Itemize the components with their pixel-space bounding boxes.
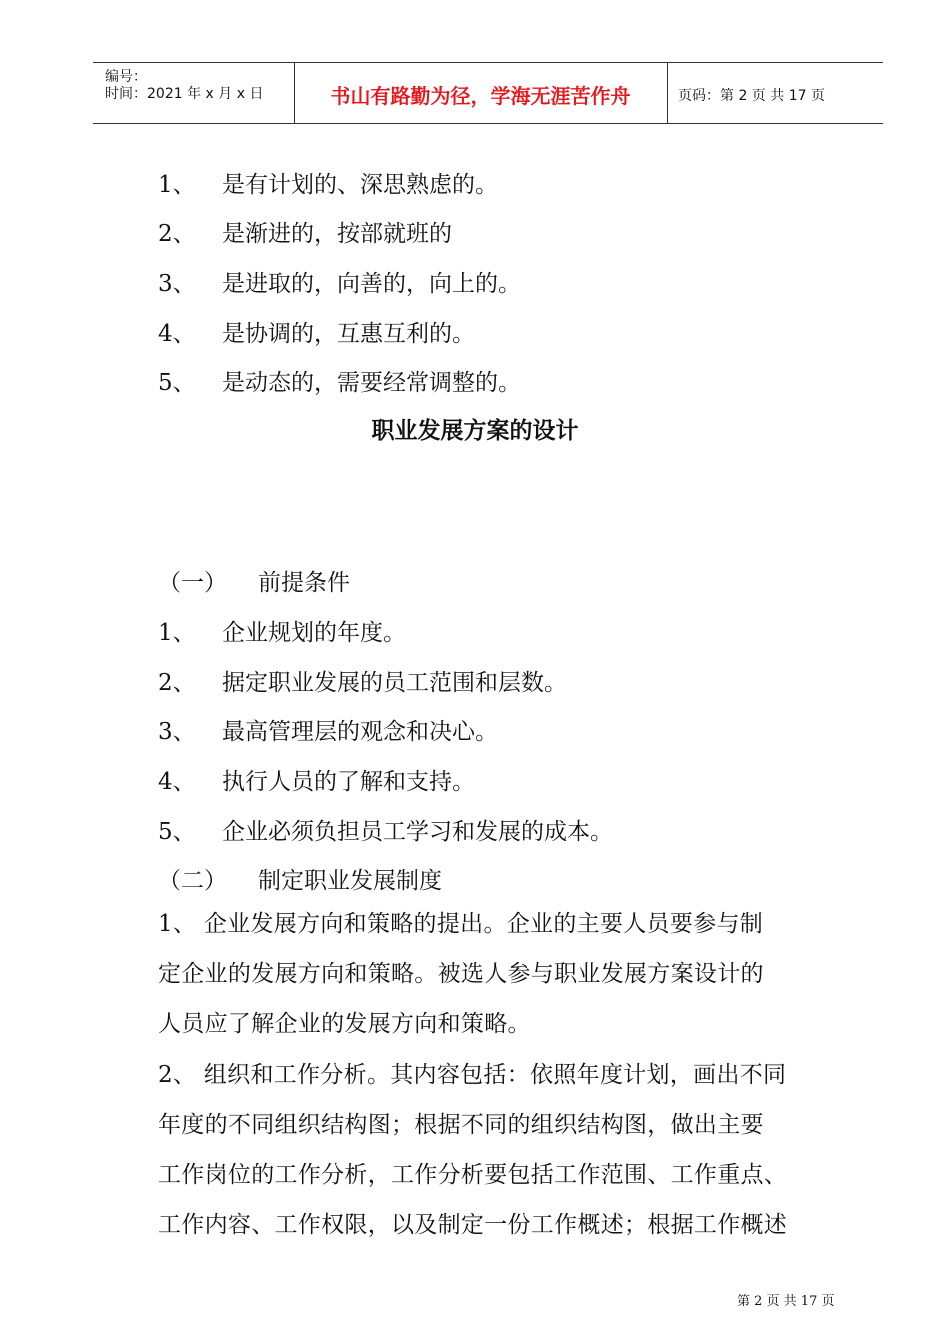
list-number: 2、 [158,670,196,696]
list-number: 4、 [158,321,196,347]
list-text: 是动态的，需要经常调整的。 [222,370,521,396]
paragraph-line: 年度的不同组织结构图；根据不同的组织结构图，做出主要 [158,1112,764,1138]
list-item [158,315,475,348]
page-header [93,62,883,124]
part-label: （一） [158,570,227,596]
number-label: 编号： [105,69,147,85]
list-number: 1、 [158,172,196,198]
list-number: 2、 [158,221,196,247]
part-label: （二） [158,868,227,894]
page-code: 页码：第 2 页 共 17 页 [678,88,825,104]
list-item [158,364,521,397]
list-number: 4、 [158,769,196,795]
list-text: 是渐进的，按部就班的 [222,221,452,247]
list-item [158,614,406,647]
page-footer: 第 2 页 共 17 页 [737,1294,835,1309]
time-label: 时间：2021 年 x 月 x 日 [105,86,264,102]
paragraph-line: 工作内容、工作权限，以及制定一份工作概述；根据工作概述 [158,1212,788,1238]
list-text: 企业必须负担员工学习和发展的成本。 [222,819,613,845]
list-item [158,215,452,248]
header-page-cell [668,63,883,123]
paragraph-line: 1、 企业发展方向和策略的提出。企业的主要人员要参与制 [158,911,764,937]
paragraph-line: 工作岗位的工作分析，工作分析要包括工作范围、工作重点、 [158,1162,788,1188]
list-item [158,763,475,796]
list-text: 是有计划的、深思熟虑的。 [222,172,498,198]
list-text: 是进取的，向善的，向上的。 [222,271,521,297]
motto: 书山有路勤为径，学海无涯苦作舟 [330,84,631,108]
paragraph-line: 定企业的发展方向和策略。被选人参与职业发展方案设计的 [158,961,764,987]
list-item [158,813,613,846]
header-info-cell [93,63,295,123]
list-item [158,713,498,746]
list-number: 1、 [158,620,196,646]
paragraph-line: 2、 组织和工作分析。其内容包括：依照年度计划，画出不同 [158,1062,787,1088]
list-number: 5、 [158,819,196,845]
list-number: 3、 [158,719,196,745]
part-title: 制定职业发展制度 [258,868,442,894]
list-item [158,664,567,697]
list-item [158,166,498,199]
paragraph-2 [158,1050,828,1250]
list-text: 是协调的，互惠互利的。 [222,321,475,347]
list-number: 3、 [158,271,196,297]
paragraph-1 [158,899,828,1049]
list-text: 企业规划的年度。 [222,620,406,646]
part-title: 前提条件 [258,570,350,596]
list-text: 执行人员的了解和支持。 [222,769,475,795]
part-heading [158,862,442,895]
paragraph-line: 人员应了解企业的发展方向和策略。 [158,1011,531,1037]
list-number: 5、 [158,370,196,396]
list-text: 据定职业发展的员工范围和层数。 [222,670,567,696]
list-item [158,265,521,298]
section-title: 职业发展方案的设计 [371,418,579,444]
list-text: 最高管理层的观念和决心。 [222,719,498,745]
header-motto-cell [294,63,668,123]
part-heading [158,564,350,597]
